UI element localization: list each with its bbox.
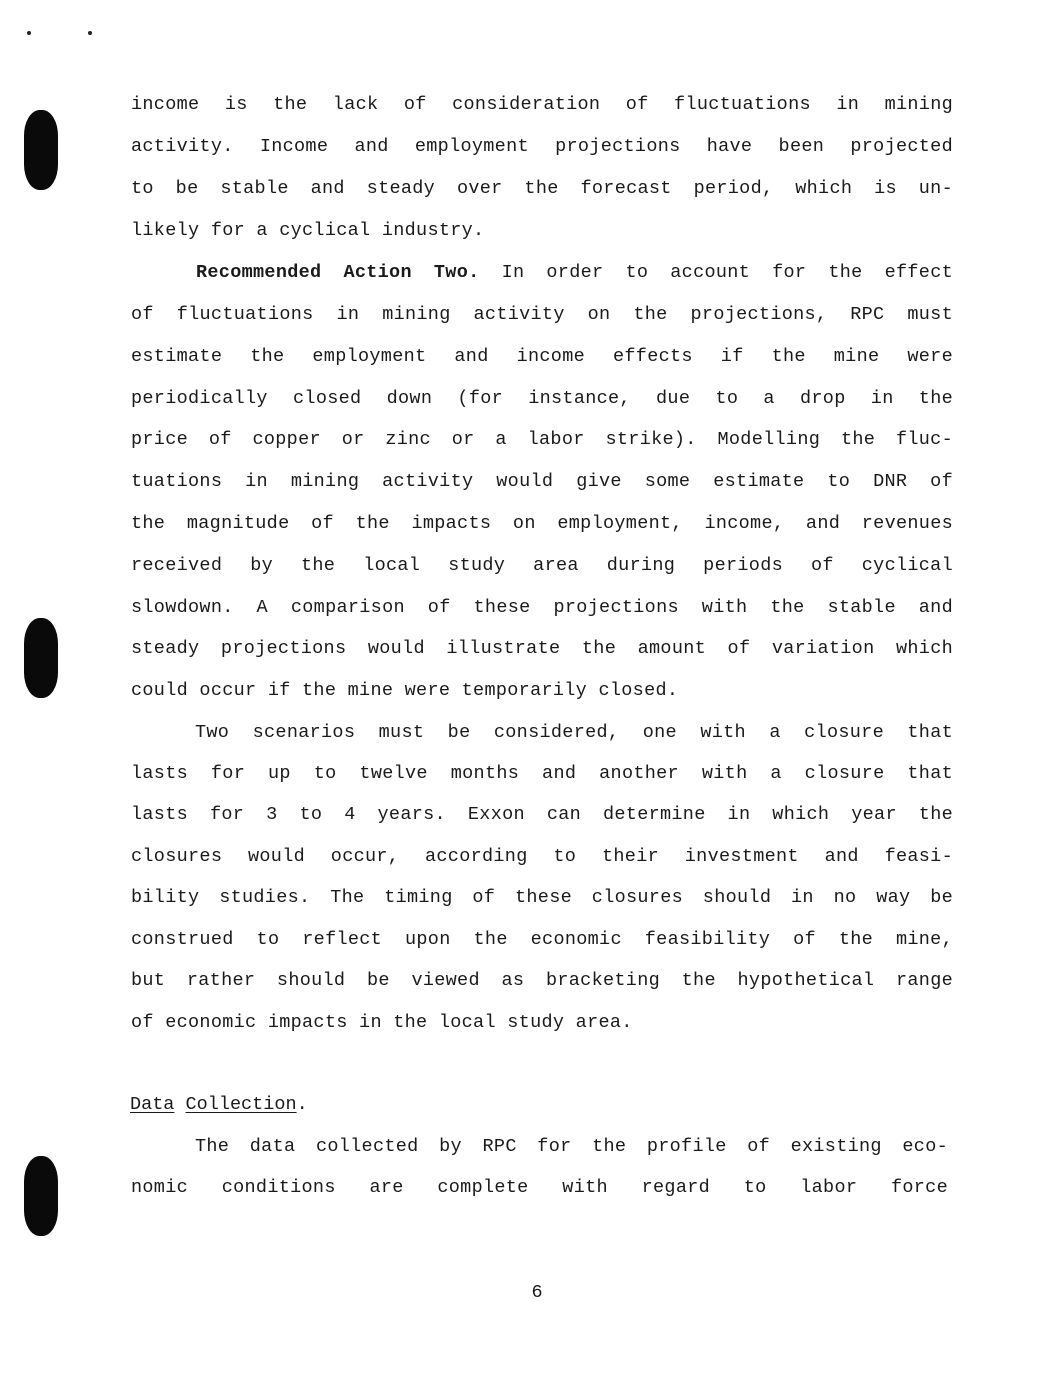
paragraph-first-line: Two scenarios must be considered, one with a closure that: [195, 722, 953, 743]
paragraph-line: periodically closed down (for instance, due to a drop in the: [131, 388, 953, 409]
section-heading-word: Data: [130, 1094, 175, 1115]
scan-speck: [88, 31, 92, 35]
paragraph-line: steady projections would illustrate the amount of variation which: [131, 638, 953, 659]
paragraph-line: estimate the employment and income effects if the mine were: [131, 346, 953, 367]
paragraph-line: but rather should be viewed as bracketing the hypothetical range: [131, 970, 953, 991]
punch-hole: [24, 1156, 58, 1236]
recommended-action-heading: Recommended Action Two.: [196, 262, 480, 283]
paragraph-line: closures would occur, according to their investment and feasi-: [131, 846, 953, 867]
paragraph-line: received by the local study area during periods of cyclical: [131, 555, 953, 576]
paragraph-line: activity. Income and employment projections have been projected: [131, 136, 953, 157]
page-number: 6: [531, 1282, 543, 1303]
paragraph-line: nomic conditions are complete with regard to labor force: [131, 1177, 948, 1198]
section-heading-word: Collection: [185, 1094, 297, 1115]
paragraph-line: tuations in mining activity would give some estimate to DNR of: [131, 471, 953, 492]
paragraph-line: income is the lack of consideration of fluctuations in mining: [131, 94, 953, 115]
paragraph-line: likely for a cyclical industry.: [131, 220, 485, 241]
section-heading: [130, 1090, 308, 1120]
paragraph-line: the magnitude of the impacts on employment, income, and revenues: [131, 513, 953, 534]
paragraph-first-line: The data collected by RPC for the profile of existing eco-: [195, 1136, 948, 1157]
paragraph-line: price of copper or zinc or a labor strike). Modelling the fluc-: [131, 429, 953, 450]
paragraph-first-line: [196, 258, 953, 288]
paragraph-line: slowdown. A comparison of these projections with the stable and: [131, 597, 953, 618]
paragraph-line: bility studies. The timing of these closures should in no way be: [131, 887, 953, 908]
paragraph-line: construed to reflect upon the economic feasibility of the mine,: [131, 929, 953, 950]
paragraph-line-rest: In order to account for the effect: [501, 262, 954, 283]
punch-hole: [24, 110, 58, 190]
paragraph-line: to be stable and steady over the forecast period, which is un-: [131, 178, 953, 199]
paragraph-line: of economic impacts in the local study area.: [131, 1012, 633, 1033]
scan-speck: [27, 31, 31, 35]
punch-hole: [24, 618, 58, 698]
paragraph-line: could occur if the mine were temporarily closed.: [131, 680, 679, 701]
paragraph-line: of fluctuations in mining activity on the projections, RPC must: [131, 304, 953, 325]
paragraph-line: lasts for up to twelve months and another with a closure that: [131, 763, 953, 784]
section-heading-period: .: [296, 1094, 308, 1115]
paragraph-line: lasts for 3 to 4 years. Exxon can determine in which year the: [131, 804, 953, 825]
